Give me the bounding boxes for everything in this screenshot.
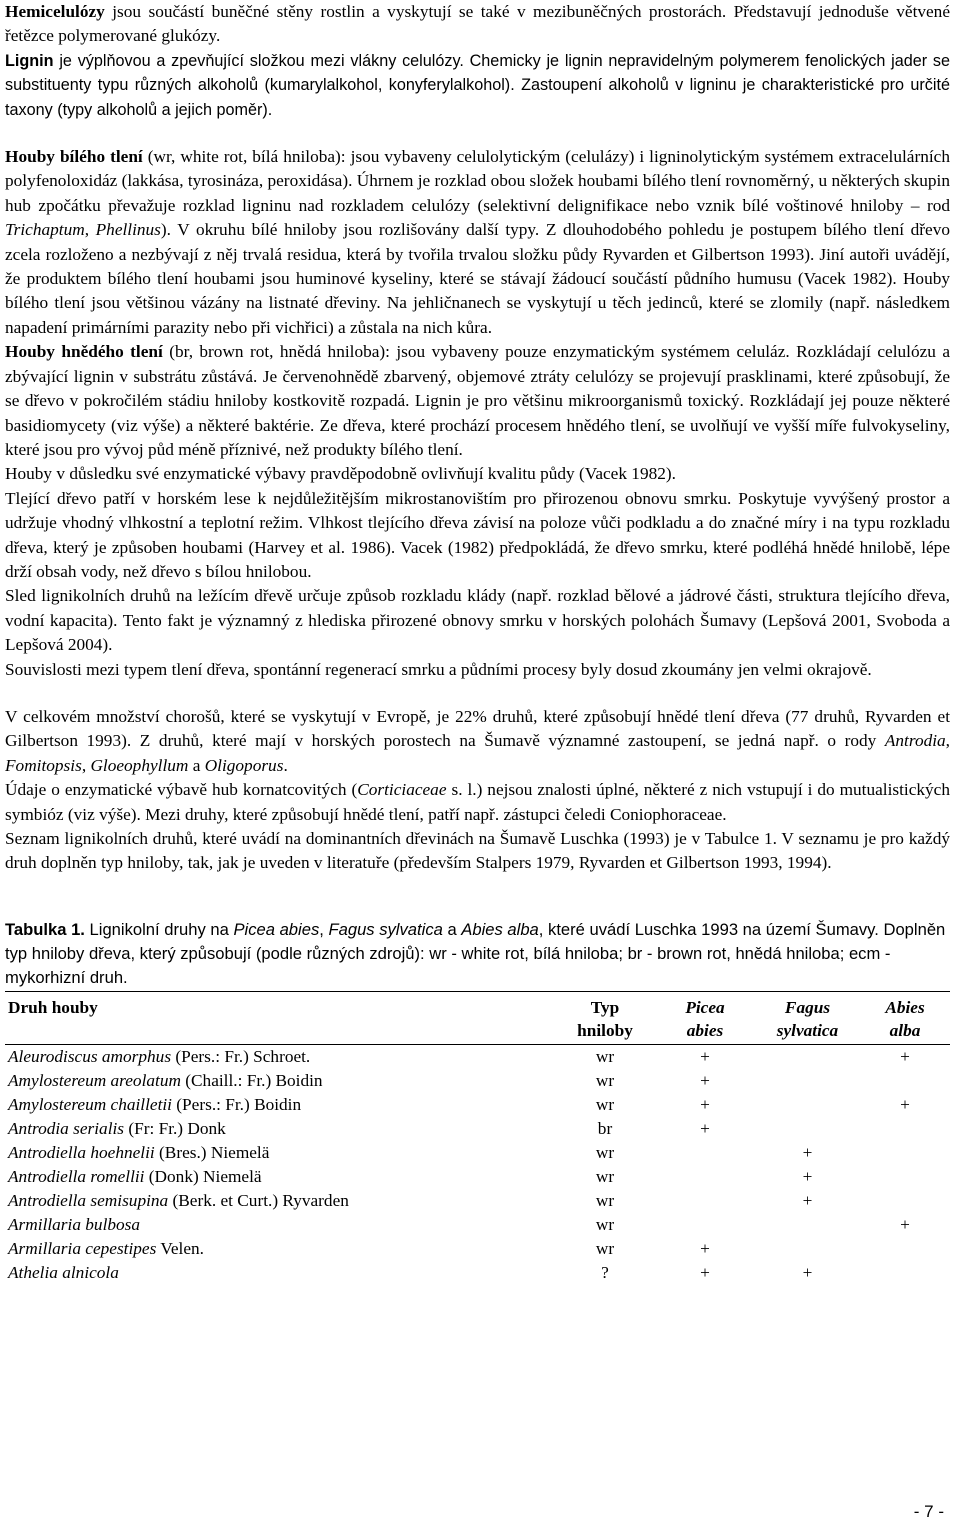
- comma: ,: [945, 731, 950, 751]
- paragraph-white-rot: [5, 145, 950, 340]
- species-name: Antrodiella romellii: [8, 1166, 145, 1186]
- spacer: [5, 122, 950, 145]
- paragraph-hemicelulozy: [5, 0, 950, 49]
- paragraph-tlejici: Tlející dřevo patří v horském lese k nejdůležitějším mikrostanovištím pro přirozenou obnovu smrku. Poskytuje vyvýšený prostor a udržuje vhodný vlhkostní a teplotní režim. Vlhkost tlejícího dřeva závisí na poloze vůči podkladu a do značné míry i na typu rozkladu dřeva, který je způsoben houbami (Harvey et al. 1986). Vacek (1982) předpokládá, že dřevo smrku, které podléhá hnědé hnilobě, lépe drží obsah vody, než dřevo s bílou hnilobou.: [5, 488, 950, 581]
- abies-cell: [860, 1237, 950, 1261]
- udaje-text-b: s. l.) nejsou znalosti úplné, některé z nich vstupují i do mutualistických symbióz (viz výše). Mezi druhy, které způsobují hnědé tlení, patří např. zástupci čeledi Coniophoraceae.: [5, 780, 950, 824]
- header-picea-line1: Picea: [685, 997, 725, 1017]
- species-name: Armillaria cepestipes: [8, 1238, 157, 1258]
- caption-species-fagus: Fagus sylvatica: [328, 919, 443, 939]
- caption-text-b: , které uvádí Luschka 1993 na území Šumavy. Doplněn typ hniloby dřeva, který způsobují (podle různých zdrojů): wr - white rot, bílá hniloba; br - brown rot, hnědá hniloba; ecm - mykorhizní druh.: [5, 919, 946, 987]
- picea-cell: +: [700, 1046, 710, 1066]
- genus-antrodia: Antrodia: [884, 731, 946, 751]
- type-cell: wr: [595, 1190, 615, 1210]
- table-row: [5, 1165, 950, 1189]
- species-author: (Donk) Niemelä: [144, 1166, 262, 1186]
- genus-phellinus: Phellinus: [95, 220, 161, 240]
- white-rot-text-a: (wr, white rot, bílá hniloba): jsou vybaveny celulolytickým (celulázy) i ligninolytickým systémem extracelulárních polyfenoloxidáz (lakkása, tyrosináza, peroxidása). Úhrnem je rozklad obou složek houbami bílého tlení rovnoměrný, u některých skupin hub zpočátku převažuje rozklad ligninu nad rozkladem celulózy (selektivní delignifikace nebo vznik bílé voštinové hniloby – rod: [5, 147, 950, 215]
- fagus-cell: +: [802, 1142, 813, 1162]
- term-brown-rot: Houby hnědého tlení: [5, 342, 163, 362]
- paragraph-souvislosti: Souvislosti mezi typem tlení dřeva, spontánní regenerací smrku a půdními procesy byly dosud zkoumány jen velmi okrajově.: [5, 659, 872, 679]
- term-hemicelulozy: Hemicelulózy: [5, 2, 105, 21]
- type-cell: wr: [595, 1142, 615, 1162]
- fagus-cell: [755, 1213, 860, 1237]
- caption-species-abies: Abies alba: [461, 919, 539, 939]
- paragraph-udaje: [5, 778, 950, 827]
- type-cell: wr: [595, 1046, 615, 1066]
- species-name: Amylostereum areolatum: [8, 1070, 181, 1090]
- fagus-cell: +: [802, 1262, 813, 1282]
- spacer: [5, 876, 950, 918]
- species-name: Athelia alnicola: [8, 1262, 119, 1282]
- caption-and: a: [442, 919, 462, 939]
- fagus-cell: [755, 1117, 860, 1141]
- type-cell: wr: [595, 1094, 615, 1114]
- type-cell: ?: [601, 1262, 609, 1282]
- species-name: Antrodia serialis: [8, 1118, 125, 1138]
- species-name: Antrodiella semisupina: [8, 1190, 169, 1210]
- abies-cell: [860, 1189, 950, 1213]
- type-cell: wr: [595, 1166, 615, 1186]
- species-author: (Bres.) Niemelä: [154, 1142, 270, 1162]
- header-abies: [860, 991, 950, 1044]
- table-header-row: [5, 991, 950, 1044]
- abies-cell: [860, 1069, 950, 1093]
- table-row: [5, 1213, 950, 1237]
- species-author: (Pers.: Fr.) Boidin: [171, 1094, 302, 1114]
- header-abies-line1: Abies: [885, 997, 925, 1017]
- header-abies-line2: alba: [889, 1020, 921, 1040]
- fagus-cell: [755, 1237, 860, 1261]
- picea-cell: [655, 1141, 755, 1165]
- table-row: [5, 1044, 950, 1069]
- table-row: [5, 1237, 950, 1261]
- species-cell: [5, 1093, 555, 1117]
- abies-cell: [860, 1261, 950, 1285]
- species-cell: [5, 1213, 555, 1237]
- abies-cell: [860, 1141, 950, 1165]
- caption-label: Tabulka 1.: [5, 919, 85, 939]
- abies-cell: [860, 1165, 950, 1189]
- picea-cell: [655, 1189, 755, 1213]
- genus-gloeophyllum: Gloeophyllum: [90, 755, 189, 775]
- header-fagus-line1: Fagus: [784, 997, 831, 1017]
- type-cell: wr: [595, 1070, 615, 1090]
- abies-cell: [860, 1117, 950, 1141]
- picea-cell: [655, 1165, 755, 1189]
- picea-cell: +: [700, 1262, 710, 1282]
- fagus-cell: [755, 1044, 860, 1069]
- term-lignin: Lignin: [5, 51, 54, 70]
- caption-species-picea: Picea abies: [233, 919, 320, 939]
- period: .: [283, 755, 288, 775]
- hemicelulozy-text: jsou součástí buněčné stěny rostlin a vyskytují se také v mezibuněčných prostorách. Představují jednoduše větvené řetězce polymerované glukózy.: [5, 2, 950, 46]
- species-author: (Pers.: Fr.) Schroet.: [171, 1046, 311, 1066]
- picea-cell: +: [700, 1118, 710, 1138]
- type-cell: br: [597, 1118, 613, 1138]
- fagus-cell: [755, 1069, 860, 1093]
- fagus-cell: +: [802, 1190, 813, 1210]
- udaje-text-a: Údaje o enzymatické výbavě hub kornatcovitých (: [5, 780, 358, 800]
- type-cell: wr: [595, 1238, 615, 1258]
- caption-text-a: Lignikolní druhy na: [84, 919, 234, 939]
- species-author: (Fr: Fr.) Donk: [124, 1118, 226, 1138]
- species-cell: [5, 1189, 555, 1213]
- table-row: [5, 1189, 950, 1213]
- species-name: Amylostereum chailletii: [8, 1094, 172, 1114]
- species-cell: [5, 1069, 555, 1093]
- caption-comma: ,: [319, 919, 329, 939]
- header-type-line2: hniloby: [577, 1020, 633, 1040]
- document-page: [5, 0, 950, 1285]
- picea-cell: +: [700, 1070, 710, 1090]
- species-cell: [5, 1165, 555, 1189]
- paragraph-celkovem: [5, 705, 950, 778]
- species-cell: [5, 1237, 555, 1261]
- species-name: Aleurodiscus amorphus: [8, 1046, 172, 1066]
- abies-cell: +: [900, 1094, 910, 1114]
- picea-cell: +: [700, 1238, 710, 1258]
- species-author: (Chaill.: Fr.) Boidin: [180, 1070, 323, 1090]
- table-row: [5, 1117, 950, 1141]
- genus-fomitopsis: Fomitopsis: [5, 755, 82, 775]
- species-cell: [5, 1117, 555, 1141]
- lignin-text: je výplňovou a zpevňující složkou mezi vlákny celulózy. Chemicky je lignin nepravidelným polymerem fenolických jader se substituenty typu různých alkoholů (kumarylalkohol, konyferylalkohol). Zastoupení alkoholů v ligninu je charakteristické pro určité taxony (typy alkoholů a jejich poměr).: [5, 51, 950, 119]
- species-name: Armillaria bulbosa: [8, 1214, 141, 1234]
- header-picea-line2: abies: [686, 1020, 724, 1040]
- paragraph-brown-rot: [5, 340, 950, 462]
- header-type-line1: Typ: [590, 997, 620, 1017]
- table-row: [5, 1141, 950, 1165]
- picea-cell: [655, 1213, 755, 1237]
- paragraph-lignin: [5, 49, 950, 122]
- species-author: Velen.: [156, 1238, 204, 1258]
- species-cell: [5, 1261, 555, 1285]
- separator: ,: [84, 220, 96, 240]
- table-row: [5, 1261, 950, 1285]
- type-cell: wr: [595, 1214, 615, 1234]
- fagus-cell: [755, 1093, 860, 1117]
- white-rot-text-b: ). V okruhu bílé hniloby jsou rozlišovány další typy. Z dlouhodobého pohledu je postupem bílého tlení dřevo zcela rozloženo a nezbývají z něj trvalá residua, která by tvořila trvalou složku půdy Ryvarden et Gilbertson 1993). Jiní autoři uvádějí, že produktem bílého tlení houbami jsou huminové kyseliny, které se stávají žádoucí součástí půdního humusu (Vacek 1982). Houby bílého tlení jsou většinou vázány na listnaté dřeviny. Na jehličnanech se vyskytují u těch jedinců, které se zlomily (např. následkem napadení primárními parazity nebo při vichřici) a zůstala na nich kůra.: [5, 220, 951, 337]
- celkovem-text: V celkovém množství chorošů, které se vyskytují v Evropě, je 22% druhů, které způsobují hnědé tlení dřeva (77 druhů, Ryvarden et Gilbertson 1993). Z druhů, které mají v horských porostech na Šumavě významné zastoupení, se jedná např. o rody: [5, 706, 950, 751]
- brown-rot-text: (br, brown rot, hnědá hniloba): jsou vybaveny pouze enzymatickým systémem celuláz. Rozkládají celulózu a zbývající lignin v substrátu zůstává. Je červenohnědě zbarvený, objemové ztráty celulózy se projevují prasklinami, které způsobují, že se dřevo v pokročilém stádiu hniloby kostkovitě rozpadá. Lignin je pro většinu mikroorganismů toxický. Rozkládají jej pouze některé basidiomycety (viz výše) a některé baktérie. Ze dřeva, které prochází procesem hnědého tlení, se uvolňují ve vyšší míře fulvokyseliny, které jsou pro vývoj půd méně příznivé, než produkty bílého tlení.: [5, 342, 950, 459]
- header-fagus-line2: sylvatica: [776, 1020, 839, 1040]
- spacer: [5, 682, 950, 705]
- table-row: [5, 1093, 950, 1117]
- table-caption: [5, 918, 950, 990]
- paragraph-enzyme: Houby v důsledku své enzymatické výbavy pravděpodobně ovlivňují kvalitu půdy (Vacek 1982).: [5, 464, 676, 484]
- term-white-rot: Houby bílého tlení: [5, 147, 143, 167]
- conjunction: a: [188, 755, 205, 775]
- paragraph-seznam: Seznam lignikolních druhů, které uvádí na dominantních dřevinách na Šumavě Luschka (1993) je v Tabulce 1. V seznamu je pro každý druh doplněn typ hniloby, tak, jak je uveden v literatuře (především Stalpers 1979, Ryvarden et Gilbertson 1993, 1994).: [5, 829, 950, 873]
- genus-oligoporus: Oligoporus: [204, 755, 284, 775]
- genus-trichaptum: Trichaptum: [5, 220, 85, 240]
- comma: ,: [81, 755, 91, 775]
- family-corticiaceae: Corticiaceae: [357, 780, 447, 800]
- species-cell: [5, 1141, 555, 1165]
- species-table: [5, 991, 950, 1285]
- species-author: (Berk. et Curt.) Ryvarden: [168, 1190, 349, 1210]
- paragraph-sled: Sled lignikolních druhů na ležícím dřevě určuje způsob rozkladu klády (např. rozklad bělové a jádrové části, struktura tlejícího dřeva, vodní kapacita). Tento fakt je významný z hlediska přirozené obnovy smrku v horských polohách Šumavy (Lepšová 2001, Svoboda a Lepšová 2004).: [5, 586, 950, 655]
- page-number: - 7 -: [913, 1502, 944, 1521]
- fagus-cell: +: [802, 1166, 813, 1186]
- abies-cell: +: [900, 1046, 910, 1066]
- abies-cell: +: [900, 1214, 910, 1234]
- species-name: Antrodiella hoehnelii: [8, 1142, 155, 1162]
- species-cell: [5, 1044, 555, 1069]
- table-row: [5, 1069, 950, 1093]
- header-species: Druh houby: [5, 991, 555, 1044]
- picea-cell: +: [700, 1094, 710, 1114]
- header-fagus: [755, 991, 860, 1044]
- header-type: [555, 991, 655, 1044]
- header-picea: [655, 991, 755, 1044]
